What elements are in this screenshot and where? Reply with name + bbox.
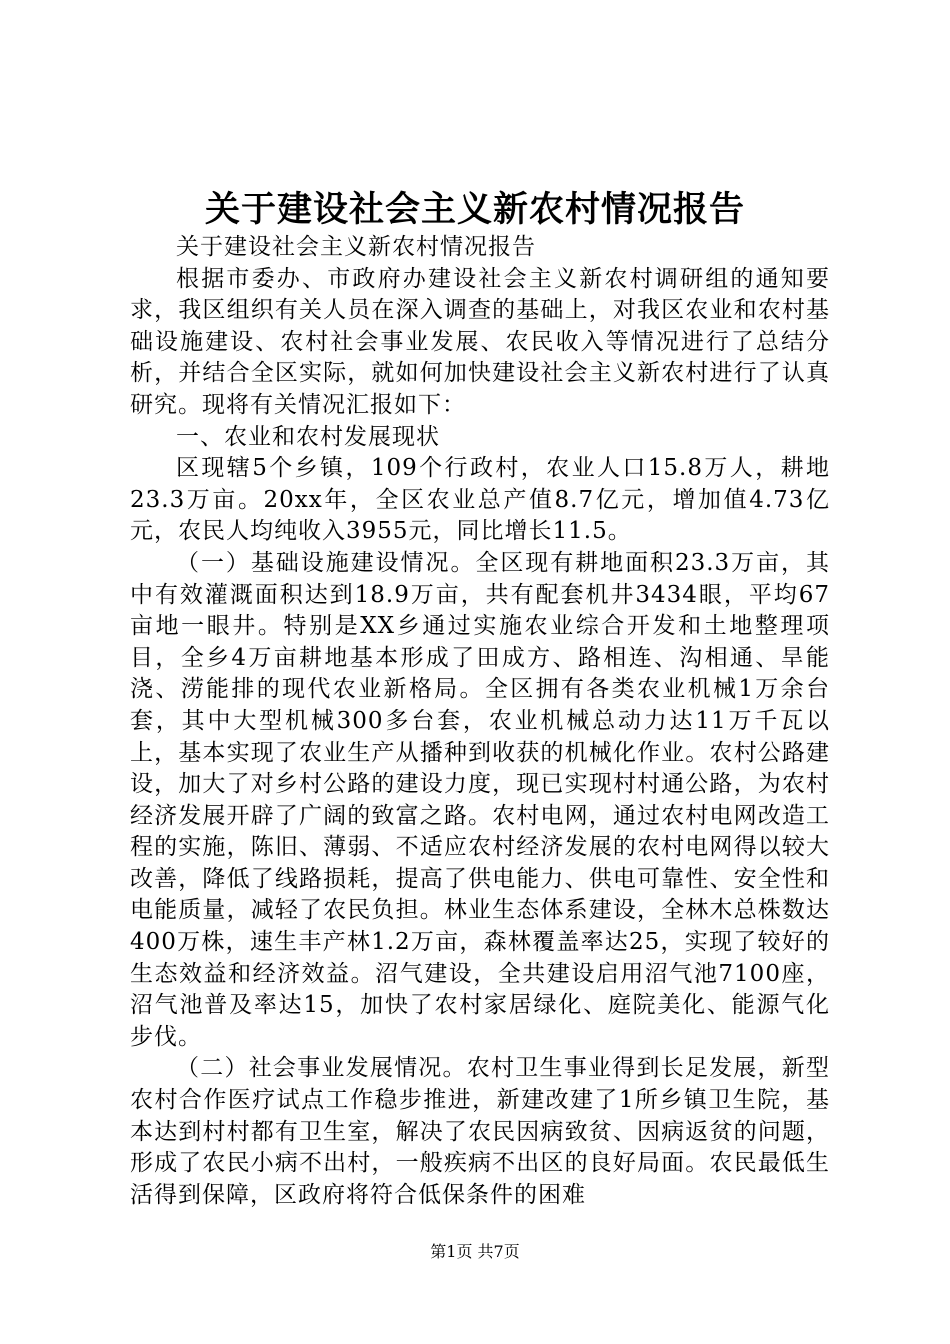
- paragraph-infrastructure: （一）基础设施建设情况。全区现有耕地面积23.3万亩，其中有效灌溉面积达到18.9万亩，共有配套机井3434眼，平均67亩地一眼井。特别是XX乡通过实施农业综合开发和土地整理项目，全乡4万亩耕地基本形成了田成方、路相连、沟相通、旱能浇、涝能排的现代农业新格局。全区拥有各类农业机械1万余台套，其中大型机械300多台套，农业机械总动力达11万千瓦以上，基本实现了农业生产从播种到收获的机械化作业。农村公路建设，加大了对乡村公路的建设力度，现已实现村村通公路，为农村经济发展开辟了广阔的致富之路。农村电网，通过农村电网改造工程的实施，陈旧、薄弱、不适应农村经济发展的农村电网得以较大改善，降低了线路损耗，提高了供电能力、供电可靠性、安全性和电能质量，减轻了农民负担。林业生态体系建设，全林木总株数达400万株，速生丰产林1.2万亩，森林覆盖率达25，实现了较好的生态效益和经济效益。沼气建设，全共建设启用沼气池7100座，沼气池普及率达15，加快了农村家居绿化、庭院美化、能源气化步伐。: [130, 549, 830, 1050]
- section-heading: 一、农业和农村发展现状: [176, 423, 440, 450]
- document-title: 关于建设社会主义新农村情况报告: [204, 189, 745, 230]
- paragraph-overview: 区现辖5个乡镇，109个行政村，农业人口15.8万人，耕地23.3万亩。20xx年，全区农业总产值8.7亿元，增加值4.73亿元，农民人均纯收入3955元，同比增长11.5。: [130, 455, 830, 545]
- page-footer: 第1页 共7页: [430, 1242, 520, 1261]
- paragraph-subtitle: 关于建设社会主义新农村情况报告: [176, 234, 536, 260]
- document-body: [130, 232, 830, 1211]
- paragraph-social-development: （二）社会事业发展情况。农村卫生事业得到长足发展，新型农村合作医疗试点工作稳步推进，新建改建了1所乡镇卫生院，基本达到村村都有卫生室，解决了农民因病致贫、因病返贫的问题，形成了农民小病不出村，一般疾病不出区的良好局面。农民最低生活得到保障，区政府将符合低保条件的困难: [130, 1055, 830, 1208]
- paragraph-intro: 根据市委办、市政府办建设社会主义新农村调研组的通知要求，我区组织有关人员在深入调查的基础上，对我区农业和农村基础设施建设、农村社会事业发展、农民收入等情况进行了总结分析，并结合全区实际，就如何加快建设社会主义新农村进行了认真研究。现将有关情况汇报如下：: [130, 265, 830, 418]
